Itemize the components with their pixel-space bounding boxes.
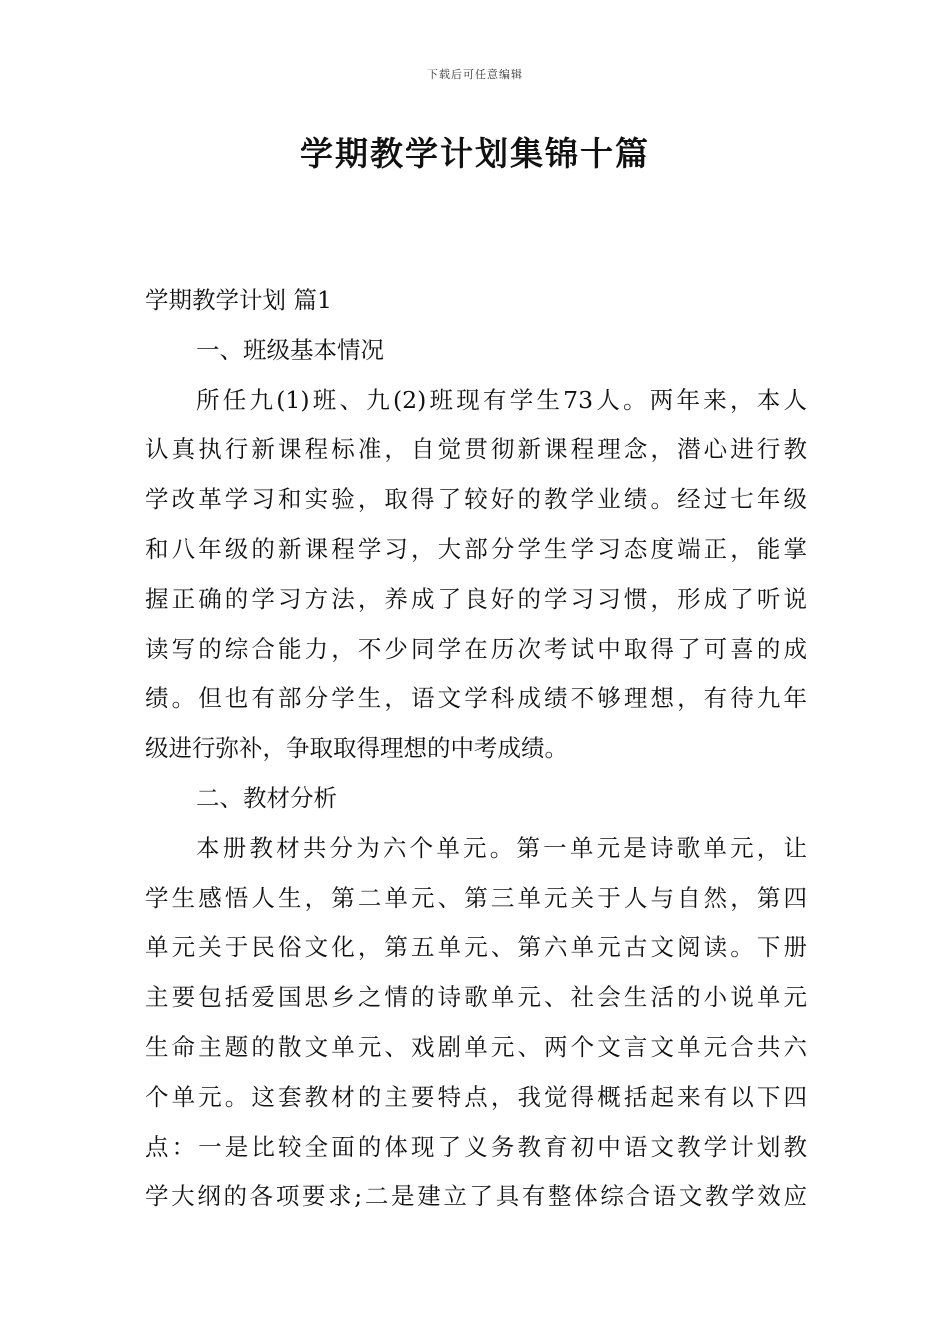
paragraph-line: 读写的综合能力，不少同学在历次考试中取得了可喜的成: [145, 634, 807, 663]
paragraph-line: 绩。但也有部分学生，语文学科成绩不够理想，有待九年: [145, 684, 807, 713]
paragraph-line: 学改革学习和实验，取得了较好的教学业绩。经过七年级: [145, 485, 807, 514]
paragraph-line: 认真执行新课程标准，自觉贯彻新课程理念，潜心进行教: [145, 435, 807, 464]
heading-textbook-analysis: 二、教材分析: [196, 783, 337, 812]
paragraph-line: 单元关于民俗文化，第五单元、第六单元古文阅读。下册: [145, 933, 807, 962]
section-heading: 学期教学计划 篇1: [145, 286, 332, 314]
heading-class-situation: 一、班级基本情况: [196, 335, 384, 364]
paragraph-line: 级进行弥补，争取取得理想的中考成绩。: [145, 734, 568, 763]
header-note: 下载后可任意编辑: [427, 68, 523, 81]
paragraph-line: 握正确的学习方法，养成了良好的学习习惯，形成了听说: [145, 584, 807, 613]
paragraph-line: 点：一是比较全面的体现了义务教育初中语文教学计划教: [145, 1132, 807, 1161]
paragraph-line: 本册教材共分为六个单元。第一单元是诗歌单元，让: [196, 833, 807, 862]
paragraph-line: 所任九(1)班、九(2)班现有学生73人。两年来，本人: [196, 385, 807, 414]
paragraph-textbook-analysis: [145, 824, 807, 1222]
paragraph-line: 和八年级的新课程学习，大部分学生学习态度端正，能掌: [145, 534, 807, 563]
paragraph-class-situation: [145, 376, 807, 774]
paragraph-line: 学生感悟人生，第二单元、第三单元关于人与自然，第四: [145, 883, 807, 912]
paragraph-line: 个单元。这套教材的主要特点，我觉得概括起来有以下四: [145, 1082, 807, 1111]
document-body: [145, 276, 807, 1222]
paragraph-line: 学大纲的各项要求;二是建立了具有整体综合语文教学效应: [145, 1182, 807, 1211]
paragraph-line: 主要包括爱国思乡之情的诗歌单元、社会生活的小说单元: [145, 983, 807, 1012]
paragraph-line: 生命主题的散文单元、戏剧单元、两个文言文单元合共六: [145, 1032, 807, 1061]
document-title: 学期教学计划集锦十篇: [300, 134, 650, 173]
